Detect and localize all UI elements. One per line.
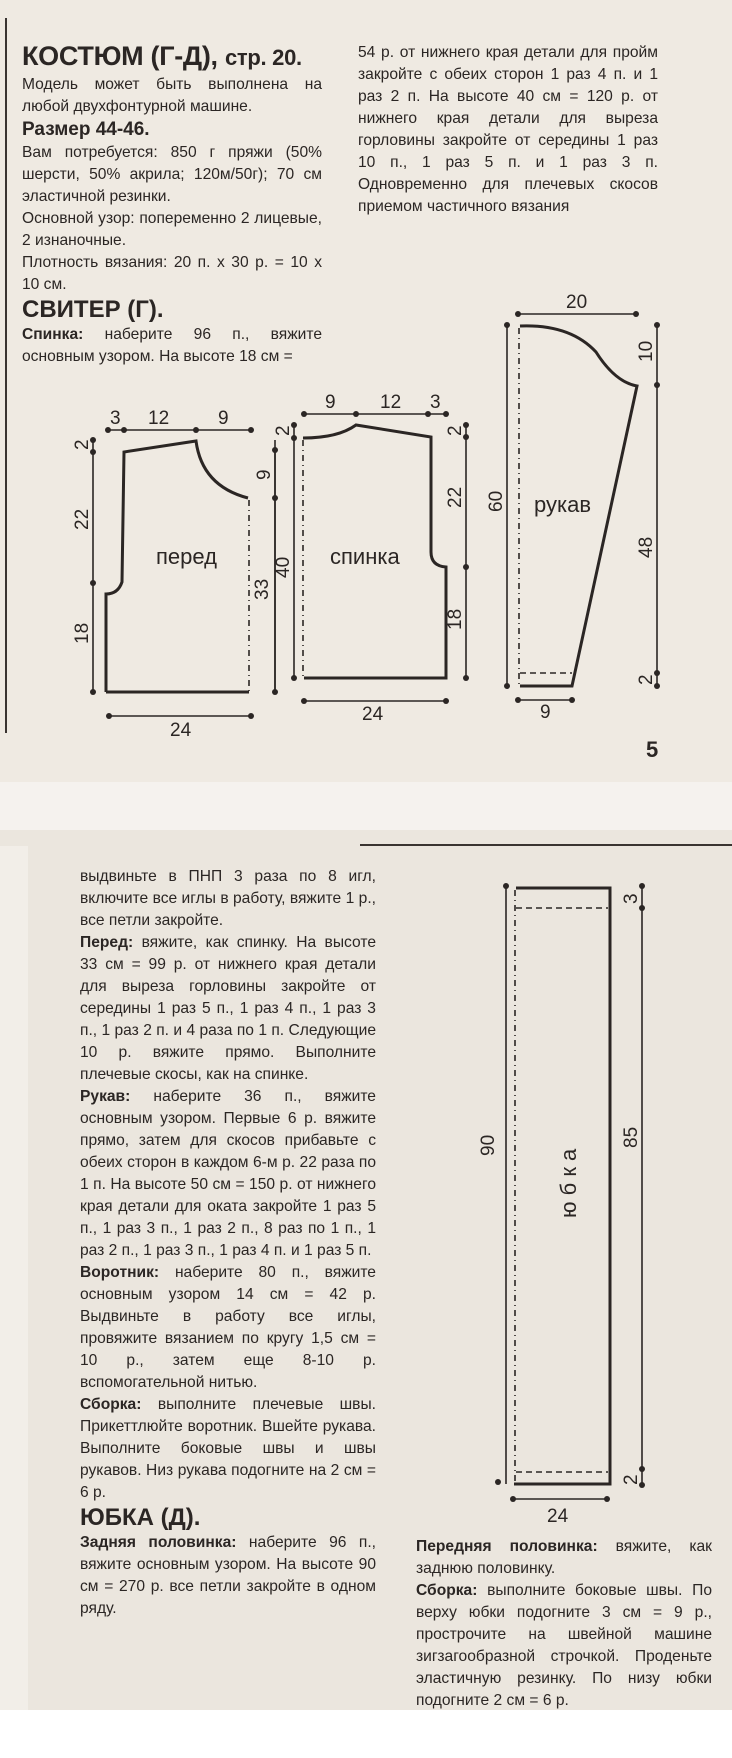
skirt-dim-width: 24: [547, 1506, 569, 1527]
continuation-text: выдвиньте в ПНП 3 раза по 8 игл, включите все иглы в работу, вяжите 1 р., все петли закройте.: [80, 868, 376, 929]
skirt-back-instructions: [80, 1532, 376, 1620]
size-heading: Размер 44-46.: [22, 119, 150, 140]
text-column-skirt: [416, 1536, 712, 1712]
skirt-dim-length: 90: [478, 1134, 499, 1156]
front-dim-half: 9: [218, 408, 229, 429]
sleeve-dim-cap: 10: [636, 340, 657, 362]
front-dim-shoulder: 3: [110, 408, 121, 429]
pattern-text: Основной узор: попеременно 2 лицевые, 2 изнаночные.: [22, 210, 322, 249]
sleeve-dim-cuff: 9: [540, 702, 551, 723]
gauge-text: Плотность вязания: 20 п. х 30 р. = 10 х 10 см.: [22, 254, 322, 293]
sleeve-dim-length: 60: [486, 490, 507, 512]
title-page-ref: стр. 20.: [224, 45, 302, 70]
skirt-label: ю б к а: [556, 1148, 581, 1218]
skirt-back-lead: Задняя половинка:: [80, 1534, 237, 1551]
skirt-dim-waist: 3: [621, 893, 642, 904]
collar-lead: Воротник:: [80, 1264, 160, 1281]
collar-text: наберите 80 п., вяжите основным узором 14 см = 42 р. Выдвиньте в работу все иглы, провяжите вязанием по кругу 1,5 см = 10 р., затем еще 8-10 р. вспомогательной нитью.: [80, 1264, 376, 1391]
back-dim-slope: 2: [445, 425, 466, 436]
front-dim-neck: 12: [148, 408, 170, 429]
skirt-back-text: наберите 96 п., вяжите основным узором. На высоте 90 см = 270 р. все петли закройте в одном ряду.: [80, 1534, 376, 1617]
sleeve-instructions: [80, 1086, 376, 1262]
skirt-diagram: [478, 883, 645, 1527]
materials-text: Вам потребуется: 850 г пряжи (50% шерсти, 50% акрила; 120м/50г); 70 см эластичной резинки.: [22, 144, 322, 205]
sleeve-lead: Рукав:: [80, 1088, 131, 1105]
assembly-lead: Сборка:: [80, 1396, 142, 1413]
sleeve-diagram: [486, 292, 660, 723]
skirt-assembly-lead: Сборка:: [416, 1582, 478, 1599]
sleeve-label: рукав: [534, 492, 592, 517]
skirt-front-lead: Передняя половинка:: [416, 1538, 598, 1555]
sleeve-text: наберите 36 п., вяжите основным узором. Первые 6 р. вяжите прямо, затем для скосов прибавьте с обеих сторон в каждом 6-м р. 22 раза по 1 п. На высоте 50 см = 150 р. от нижнего края детали для оката закройте 1 раз 5 п., 1 раз 3 п., 1 раз 2 п., 8 раз по 1 п., 1 раз 2 п., 1 раз 3 п., 1 раз 4 п. и 1 раз 5 п.: [80, 1088, 376, 1259]
back-lead: Спинка:: [22, 326, 84, 343]
skirt-assembly-instructions: [416, 1580, 712, 1712]
back-dim-armhole: 22: [445, 486, 466, 508]
back-dim-half: 9: [325, 392, 336, 413]
back-piece-diagram: [254, 392, 469, 725]
assembly-text: выполните плечевые швы. Прикеттлюйте воротник. Вшейте рукава. Выполните боковые швы и швы рукавов. Низ рукава подогните на 2 см = 6 р.: [80, 1396, 376, 1501]
back-dim-total: 40: [273, 556, 294, 578]
sleeve-dim-body: 48: [636, 536, 657, 558]
armhole-instructions: 54 р. от нижнего края детали для пройм закройте с обеих сторон 1 раз 4 п. и 1 раз 2 п. На высоте 40 см = 120 р. от нижнего края детали для выреза горловины закройте от середины 1 раз 10 п., 1 раз 5 п. и 1 раз 3 п. Одновременно для плечевых скосов приемом частичного вязания: [358, 44, 658, 215]
back-dim-neck-drop: 9: [254, 469, 275, 480]
front-lead: Перед:: [80, 934, 134, 951]
front-piece-diagram: [72, 408, 278, 741]
back-dim-width: 24: [362, 704, 384, 725]
back-text: наберите 96 п., вяжите основным узором. На высоте 18 см =: [22, 326, 322, 365]
front-instructions: [80, 932, 376, 1086]
sweater-heading: СВИТЕР (Г).: [22, 296, 164, 323]
skirt-dim-hem: 2: [621, 1474, 642, 1485]
sleeve-dim-top: 20: [566, 292, 588, 313]
back-dim-body: 18: [445, 608, 466, 630]
front-dim-width: 24: [170, 720, 192, 741]
front-dim-body: 18: [72, 622, 93, 644]
assembly-instructions: [80, 1394, 376, 1504]
back-dim-shoulder: 3: [430, 392, 441, 413]
front-dim-armhole: 22: [72, 508, 93, 530]
skirt-heading: ЮБКА (Д).: [80, 1504, 201, 1531]
skirt-assembly-text: выполните боковые швы. По верху юбки подогните 3 см = 9 р., прострочите на швейной машине зигзагообразной строчкой. Проденьте эластичную резинку. По низу юбки подогните 2 см = 6 р.: [416, 1582, 712, 1709]
front-text: вяжите, как спинку. На высоте 33 см = 99 р. от нижнего края детали для выреза горловины закройте от середины 1 раз 5 п., 1 раз 4 п., 1 раз 3 п., 1 раз 2 п. и 4 раза по 1 п. Следующие 10 р. вяжите прямо. Выполните плечевые скосы, как на спинке.: [80, 934, 376, 1083]
skirt-dim-body: 85: [621, 1126, 642, 1148]
collar-instructions: [80, 1262, 376, 1394]
text-column-instructions: [80, 866, 376, 1620]
intro-text: Модель может быть выполнена на любой двухфонтурной машине.: [22, 76, 322, 115]
back-dim-neck: 12: [380, 392, 402, 413]
skirt-front-text: вяжите, как заднюю половинку.: [416, 1538, 712, 1577]
sleeve-dim-hem: 2: [636, 674, 657, 685]
back-label: спинка: [330, 544, 400, 569]
title-text: КОСТЮМ (Г-Д),: [22, 41, 218, 71]
page-number: 5: [646, 737, 659, 762]
front-label: перед: [156, 544, 217, 569]
skirt-front-instructions: [416, 1536, 712, 1580]
front-dim-neck-height: 33: [252, 578, 273, 600]
back-dim-neck-depth: 2: [273, 425, 294, 436]
front-dim-slope: 2: [72, 439, 93, 450]
